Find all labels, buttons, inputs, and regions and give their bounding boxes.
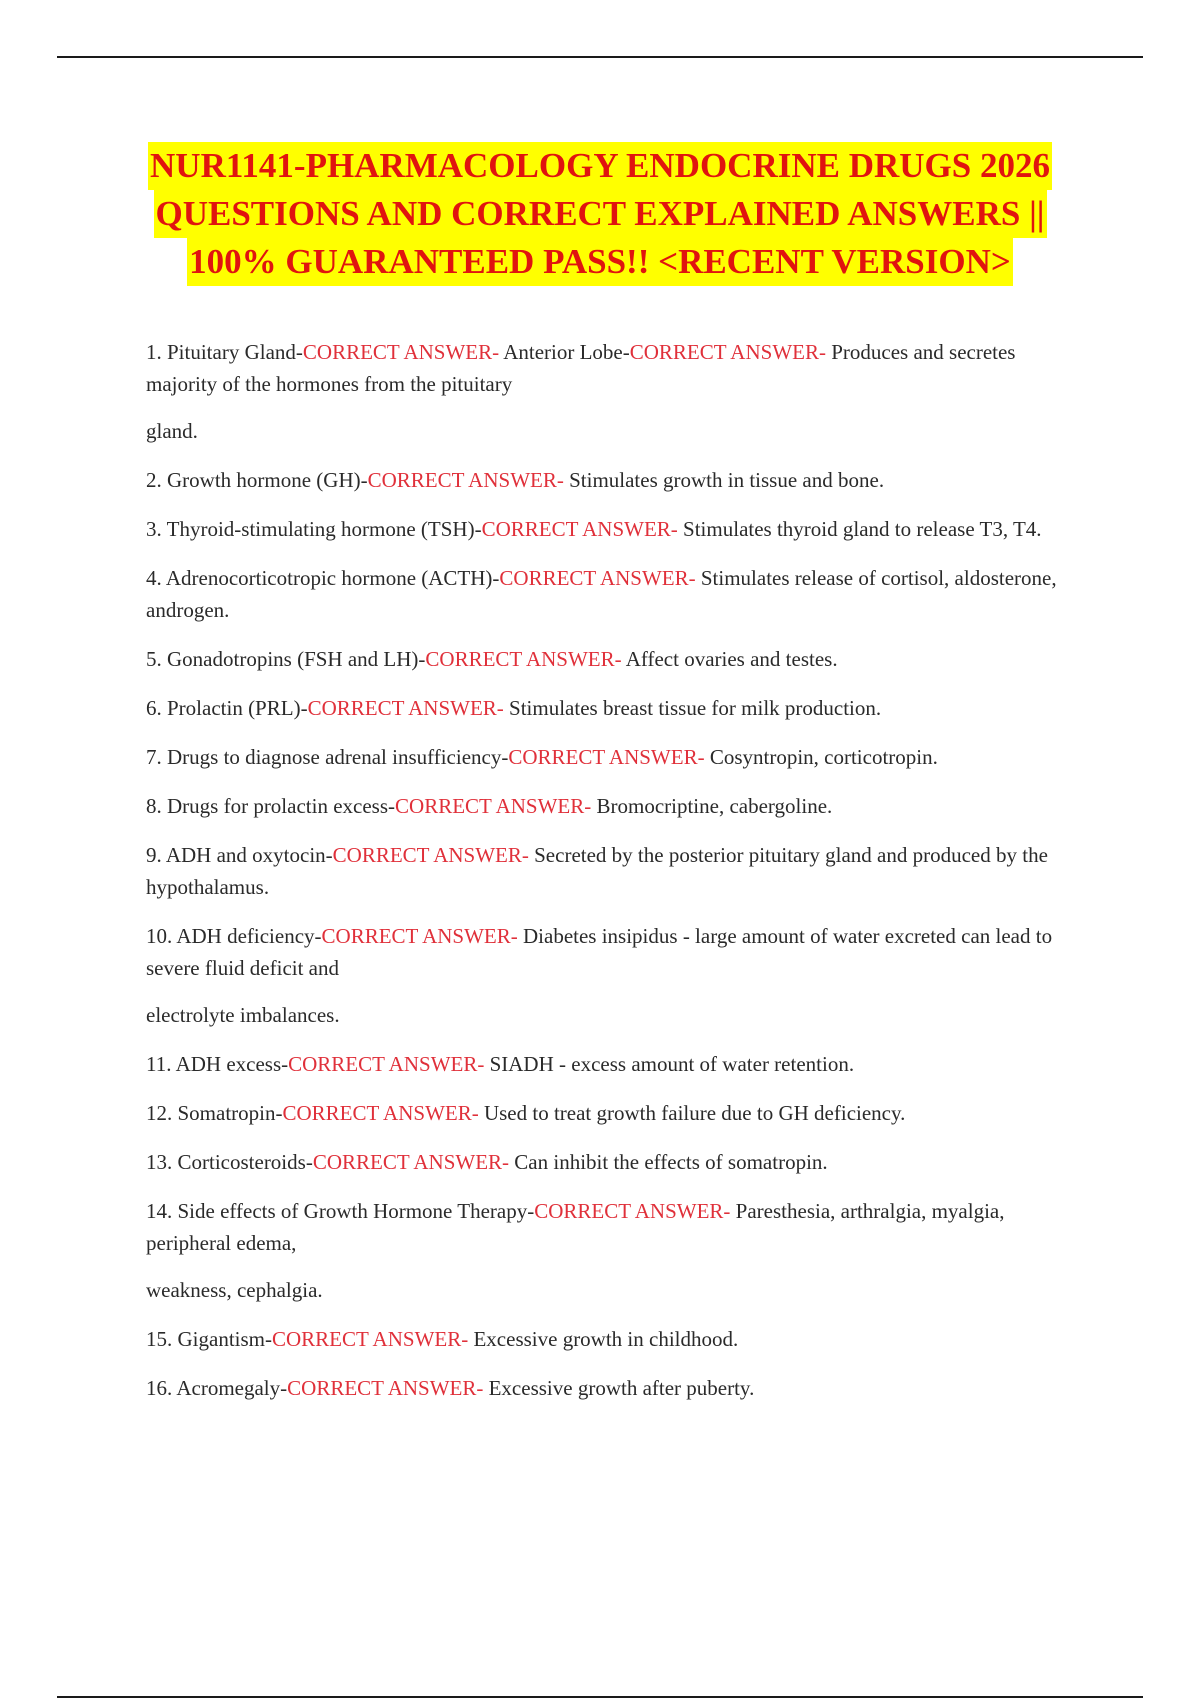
item-prompt-secondary: Anterior Lobe- [499,340,630,364]
item-number: 1. [146,340,162,364]
item-number: 7. [146,745,162,769]
item-number: 14. [146,1199,173,1223]
item-prompt: Drugs for prolactin excess- [167,794,396,818]
qa-item [146,336,1086,400]
item-answer: Excessive growth in childhood. [468,1327,739,1351]
item-number: 2. [146,468,162,492]
answer-marker: CORRECT ANSWER- [332,843,529,867]
item-number: 11. [146,1052,172,1076]
qa-item [146,643,1086,675]
item-answer: Paresthesia, arthralgia, myalgia, peripheral edema, [146,1199,1005,1255]
item-number: 13. [146,1150,173,1174]
title-line-1: NUR1141-PHARMACOLOGY ENDOCRINE DRUGS 2026 [148,142,1052,190]
answer-marker: CORRECT ANSWER- [425,647,622,671]
item-answer: SIADH - excess amount of water retention. [484,1052,855,1076]
item-prompt: Adrenocorticotropic hormone (ACTH)- [165,566,500,590]
qa-item [146,1323,1086,1355]
item-number: 12. [146,1101,173,1125]
item-prompt: Acromegaly- [176,1376,288,1400]
qa-item [146,1097,1086,1129]
item-prompt: ADH excess- [175,1052,289,1076]
item-prompt: Somatropin- [177,1101,283,1125]
item-number: 10. [146,924,173,948]
item-number: 3. [146,517,162,541]
item-continuation: gland. [146,419,198,443]
qa-item [146,1048,1086,1080]
answer-marker: CORRECT ANSWER- [481,517,678,541]
answer-marker: CORRECT ANSWER- [307,696,504,720]
answer-marker: CORRECT ANSWER- [272,1327,469,1351]
answer-marker: CORRECT ANSWER- [629,340,826,364]
answer-marker: CORRECT ANSWER- [367,468,564,492]
document-title [0,142,1200,286]
item-prompt: Side effects of Growth Hormone Therapy- [177,1199,535,1223]
answer-marker: CORRECT ANSWER- [282,1101,479,1125]
qa-list [146,336,1086,1421]
item-prompt: ADH deficiency- [176,924,322,948]
item-prompt: Gigantism- [177,1327,272,1351]
answer-marker: CORRECT ANSWER- [321,924,518,948]
answer-marker: CORRECT ANSWER- [395,794,592,818]
qa-item [146,839,1086,903]
item-answer: Stimulates thyroid gland to release T3, T4. [677,517,1042,541]
item-prompt: ADH and oxytocin- [165,843,333,867]
item-answer: Cosyntropin, corticotropin. [704,745,938,769]
item-answer: Stimulates breast tissue for milk production. [503,696,882,720]
qa-item [146,1372,1086,1404]
answer-marker: CORRECT ANSWER- [499,566,696,590]
item-prompt: Gonadotropins (FSH and LH)- [167,647,426,671]
item-continuation: weakness, cephalgia. [146,1278,323,1302]
item-prompt: Drugs to diagnose adrenal insufficiency- [167,745,509,769]
item-prompt: Thyroid-stimulating hormone (TSH)- [166,517,482,541]
qa-item [146,513,1086,545]
qa-item [146,920,1086,984]
item-number: 8. [146,794,162,818]
item-answer: Produces and secretes majority of the hormones from the pituitary [146,340,1016,396]
item-number: 9. [146,843,162,867]
item-answer: Can inhibit the effects of somatropin. [509,1150,828,1174]
item-prompt: Pituitary Gland- [167,340,303,364]
item-number: 6. [146,696,162,720]
qa-item [146,1195,1086,1259]
item-number: 15. [146,1327,173,1351]
item-answer: Diabetes insipidus - large amount of water excreted can lead to severe fluid deficit and [146,924,1053,980]
item-answer: Bromocriptine, cabergoline. [591,794,833,818]
item-number: 4. [146,566,162,590]
item-answer: Stimulates growth in tissue and bone. [563,468,885,492]
answer-marker: CORRECT ANSWER- [534,1199,731,1223]
item-prompt: Growth hormone (GH)- [167,468,368,492]
qa-item [146,1146,1086,1178]
title-line-2: QUESTIONS AND CORRECT EXPLAINED ANSWERS || [154,190,1047,238]
item-prompt: Prolactin (PRL)- [167,696,308,720]
qa-item [146,464,1086,496]
item-number: 5. [146,647,162,671]
item-answer: Affect ovaries and testes. [621,647,838,671]
qa-item [146,790,1086,822]
item-answer: Stimulates release of cortisol, aldosterone, androgen. [146,566,1057,622]
item-answer: Excessive growth after puberty. [483,1376,755,1400]
qa-item [146,562,1086,626]
answer-marker: CORRECT ANSWER- [287,1376,484,1400]
title-line-3: 100% GUARANTEED PASS!! <RECENT VERSION> [187,238,1013,286]
item-number: 16. [146,1376,173,1400]
top-rule [57,56,1143,58]
answer-marker: CORRECT ANSWER- [288,1052,485,1076]
qa-item [146,692,1086,724]
item-answer: Secreted by the posterior pituitary gland and produced by the hypothalamus. [146,843,1048,899]
answer-marker: CORRECT ANSWER- [302,340,500,364]
bottom-rule [57,1696,1143,1698]
qa-item [146,741,1086,773]
answer-marker: CORRECT ANSWER- [508,745,705,769]
item-continuation: electrolyte imbalances. [146,1003,340,1027]
item-answer: Used to treat growth failure due to GH deficiency. [478,1101,906,1125]
answer-marker: CORRECT ANSWER- [312,1150,510,1174]
item-prompt: Corticosteroids- [177,1150,313,1174]
